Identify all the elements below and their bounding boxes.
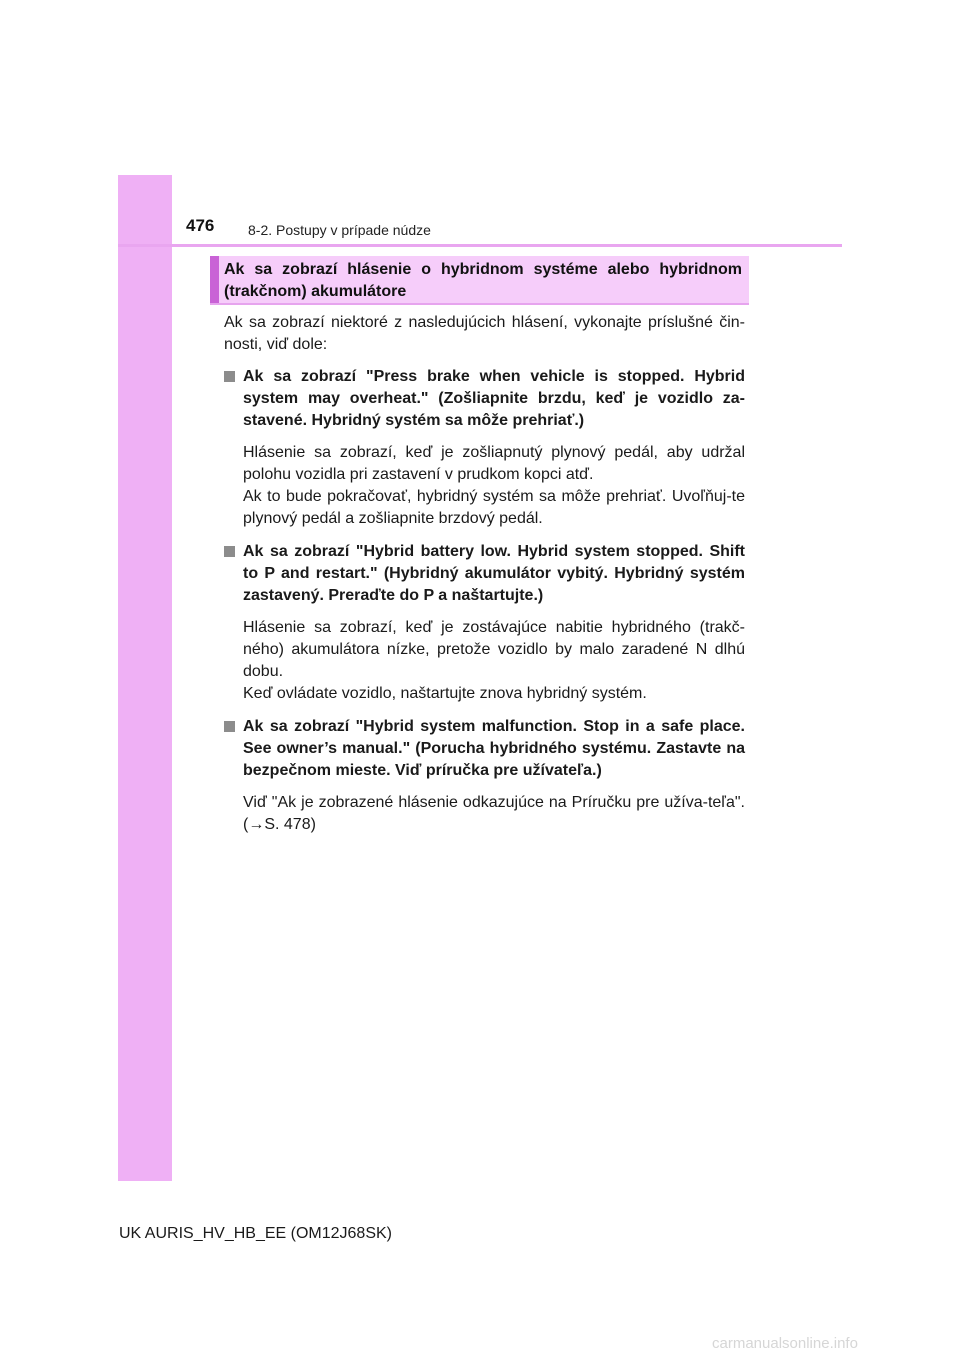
watermark: carmanualsonline.info	[712, 1335, 858, 1352]
square-bullet-icon	[224, 721, 235, 732]
message-item-paragraph: Viď "Ak je zobrazené hlásenie odkazujúce na Príručku pre užíva-teľa". (→S. 478)	[243, 794, 745, 833]
message-item-title	[224, 541, 745, 607]
message-item-body	[224, 792, 745, 836]
message-item-paragraph: Keď ovládate vozidlo, naštartujte znova hybridný systém.	[243, 685, 647, 702]
message-item-paragraph: Ak to bude pokračovať, hybridný systém sa môže prehriať. Uvoľňuj-te plynový pedál a zošliapnite brzdový pedál.	[243, 488, 745, 527]
message-item	[224, 716, 745, 836]
message-item	[224, 366, 745, 530]
message-item-paragraph: Hlásenie sa zobrazí, keď je zostávajúce nabitie hybridného (trakč-ného) akumulátora nízke, pretože vozidlo by malo zaradené N dlhú dobu.	[243, 619, 745, 680]
square-bullet-icon	[224, 546, 235, 557]
header-divider	[118, 244, 842, 247]
section-heading: Ak sa zobrazí hlásenie o hybridnom systéme alebo hybridnom (trakčnom) akumulátore	[224, 261, 742, 300]
square-bullet-icon	[224, 371, 235, 382]
message-item	[224, 541, 745, 705]
message-item-title	[224, 716, 745, 782]
message-item-title-text: Ak sa zobrazí "Hybrid system malfunction. Stop in a safe place. See owner’s manual." (Porucha hybridného systému. Zastavte na bezpečnom mieste. Viď príručka pre užívateľa.)	[243, 718, 745, 779]
message-item-title-text: Ak sa zobrazí "Press brake when vehicle is stopped. Hybrid system may overheat." (Zošliapnite brzdu, keď je vozidlo za-stavené. Hybridný systém sa môže prehriať.)	[243, 368, 745, 429]
message-item-body	[224, 442, 745, 530]
section-title: 8-2. Postupy v prípade núdze	[248, 222, 431, 238]
message-item-title-text: Ak sa zobrazí "Hybrid battery low. Hybrid system stopped. Shift to P and restart." (Hybridný akumulátor vybitý. Hybridný systém zastavený. Preraďte do P a naštartujte.)	[243, 543, 745, 604]
heading-accent-bar	[210, 256, 219, 303]
section-heading-box	[210, 256, 749, 305]
message-item-title	[224, 366, 745, 432]
side-color-band	[118, 175, 172, 1181]
page-number: 476	[186, 216, 215, 235]
main-content	[224, 312, 745, 847]
document-footer: UK AURIS_HV_HB_EE (OM12J68SK)	[119, 1225, 392, 1242]
intro-paragraph: Ak sa zobrazí niektoré z nasledujúcich hlásení, vykonajte príslušné čin-nosti, viď dole:	[224, 314, 745, 353]
message-item-body	[224, 617, 745, 705]
message-item-paragraph: Hlásenie sa zobrazí, keď je zošliapnutý plynový pedál, aby udržal polohu vozidla pri zastavení v prudkom kopci atď.	[243, 444, 745, 483]
